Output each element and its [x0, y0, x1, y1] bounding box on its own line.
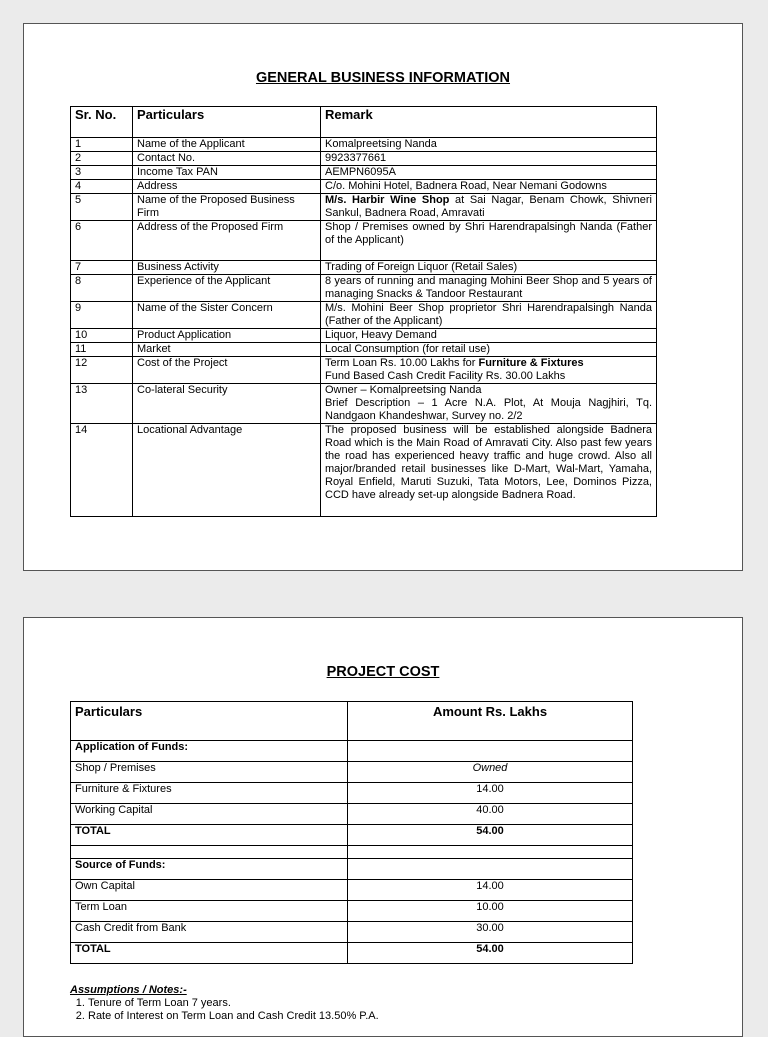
sr-no-cell: 11: [71, 343, 133, 357]
business-info-table: [70, 106, 657, 517]
table-row: [71, 180, 657, 194]
remark-text: Local Consumption (for retail use): [325, 343, 491, 355]
header-particulars: Particulars: [71, 702, 348, 741]
sr-no-cell: 12: [71, 357, 133, 384]
amount-cell: 54.00: [348, 825, 633, 846]
particular-cell: Term Loan: [71, 901, 348, 922]
remark-cell: [321, 329, 657, 343]
table-row: [71, 783, 633, 804]
page-project-cost: [23, 617, 743, 1037]
remark-text: Shop / Premises owned by Shri Harendrapalsingh Nanda (Father of the Applicant): [325, 221, 652, 246]
table-row: [71, 261, 657, 275]
table-row: [71, 424, 657, 517]
particulars-cell: Cost of the Project: [133, 357, 321, 384]
remark-text: Liquor, Heavy Demand: [325, 329, 437, 341]
amount-cell: Owned: [348, 762, 633, 783]
sr-no-cell: 7: [71, 261, 133, 275]
table-row: [71, 859, 633, 880]
remark-text: at Sai Nagar, Benam Chowk, Shivneri Sankul, Badnera Road, Amravati: [325, 194, 652, 219]
sr-no-cell: 9: [71, 302, 133, 329]
amount-cell: [348, 741, 633, 762]
remark-text: 8 years of running and managing Mohini Beer Shop and 5 years of managing Snacks & Tandoor Restaurant: [325, 275, 652, 300]
particular-cell: Application of Funds:: [71, 741, 348, 762]
particular-cell: TOTAL: [71, 943, 348, 964]
amount-cell: 14.00: [348, 880, 633, 901]
table-row: [71, 221, 657, 261]
amount-cell: 30.00: [348, 922, 633, 943]
remark-text: AEMPN6095A: [325, 166, 396, 178]
remark-text: Fund Based Cash Credit Facility Rs. 30.00 Lakhs: [325, 370, 566, 382]
particulars-cell: Product Application: [133, 329, 321, 343]
table-row: [71, 804, 633, 825]
amount-cell: [348, 846, 633, 859]
table-row: [71, 138, 657, 152]
table-header-row: [71, 107, 657, 138]
sr-no-cell: 14: [71, 424, 133, 517]
particular-cell: Source of Funds:: [71, 859, 348, 880]
table-row: [71, 762, 633, 783]
sr-no-cell: 4: [71, 180, 133, 194]
table-row: [71, 343, 657, 357]
particulars-cell: Address of the Proposed Firm: [133, 221, 321, 261]
particulars-cell: Business Activity: [133, 261, 321, 275]
amount-cell: 10.00: [348, 901, 633, 922]
table-row: [71, 194, 657, 221]
project-cost-table: [70, 701, 633, 964]
remark-cell: [321, 221, 657, 261]
remark-cell: [321, 194, 657, 221]
particular-cell: Furniture & Fixtures: [71, 783, 348, 804]
table-row: [71, 302, 657, 329]
particular-cell: Working Capital: [71, 804, 348, 825]
remark-text: The proposed business will be established alongside Badnera Road which is the Main Road of Amravati City. Also past few years the road has experienced heavy traffic and huge crowd. Also all major/branded retail businesses like D-Mart, Wal-Mart, Yamaha, Royal Enfield, Maruti Suzuki, Tata Motors, Lee, Dominos Pizza, CCD have already set-up alongside Badnera Road.: [325, 424, 652, 501]
remark-text: Owner – Komalpreetsing Nanda Brief Description – 1 Acre N.A. Plot, At Mouja Nagjhiri, Tq. Nandgaon Khandeshwar, Survey no. 2/2: [325, 384, 652, 422]
remark-cell: [321, 261, 657, 275]
note-item: 1. Tenure of Term Loan 7 years.: [88, 997, 379, 1010]
assumptions-notes: [70, 984, 379, 1023]
table-row: [71, 152, 657, 166]
sr-no-cell: 1: [71, 138, 133, 152]
remark-cell: [321, 152, 657, 166]
table-row: [71, 943, 633, 964]
sr-no-cell: 6: [71, 221, 133, 261]
page-general-business-information: [23, 23, 743, 571]
page-title: PROJECT COST: [326, 664, 440, 680]
table-row: [71, 922, 633, 943]
header-amount: Amount Rs. Lakhs: [348, 702, 633, 741]
sr-no-cell: 3: [71, 166, 133, 180]
amount-cell: 14.00: [348, 783, 633, 804]
remark-text: M/s. Mohini Beer Shop proprietor Shri Harendrapalsingh Nanda (Father of the Applicant): [325, 302, 652, 327]
amount-cell: 54.00: [348, 943, 633, 964]
remark-text: C/o. Mohini Hotel, Badnera Road, Near Nemani Godowns: [325, 180, 607, 192]
particulars-cell: Income Tax PAN: [133, 166, 321, 180]
remark-cell: [321, 302, 657, 329]
table-row: [71, 357, 657, 384]
particulars-cell: Co-lateral Security: [133, 384, 321, 424]
particular-cell: Own Capital: [71, 880, 348, 901]
particular-cell: TOTAL: [71, 825, 348, 846]
remark-bold-text: M/s. Harbir Wine Shop: [325, 194, 450, 206]
particulars-cell: Locational Advantage: [133, 424, 321, 517]
remark-text: Term Loan Rs. 10.00 Lakhs for: [325, 357, 479, 369]
sr-no-cell: 13: [71, 384, 133, 424]
remark-text: Trading of Foreign Liquor (Retail Sales): [325, 261, 518, 273]
particular-cell: Cash Credit from Bank: [71, 922, 348, 943]
notes-list: [70, 997, 379, 1023]
remark-cell: [321, 275, 657, 302]
table-header-row: [71, 702, 633, 741]
remark-cell: [321, 166, 657, 180]
table-row: [71, 329, 657, 343]
sr-no-cell: 5: [71, 194, 133, 221]
particular-cell: [71, 846, 348, 859]
remark-text: Komalpreetsing Nanda: [325, 138, 437, 150]
amount-cell: 40.00: [348, 804, 633, 825]
sr-no-cell: 2: [71, 152, 133, 166]
table-row: [71, 741, 633, 762]
remark-text: 9923377661: [325, 152, 387, 164]
particulars-cell: Contact No.: [133, 152, 321, 166]
table-row: [71, 166, 657, 180]
header-remark: Remark: [321, 107, 657, 138]
sr-no-cell: 8: [71, 275, 133, 302]
header-sr-no: Sr. No.: [71, 107, 133, 138]
page-title: GENERAL BUSINESS INFORMATION: [255, 70, 511, 86]
particulars-cell: Name of the Sister Concern: [133, 302, 321, 329]
particulars-cell: Market: [133, 343, 321, 357]
remark-cell: [321, 138, 657, 152]
remark-cell: [321, 424, 657, 517]
particulars-cell: Name of the Proposed Business Firm: [133, 194, 321, 221]
remark-bold-text: Furniture & Fixtures: [478, 357, 584, 369]
table-row: [71, 901, 633, 922]
header-particulars: Particulars: [133, 107, 321, 138]
particular-cell: Shop / Premises: [71, 762, 348, 783]
remark-cell: [321, 357, 657, 384]
particulars-cell: Name of the Applicant: [133, 138, 321, 152]
table-row: [71, 846, 633, 859]
table-row: [71, 275, 657, 302]
note-item: 2. Rate of Interest on Term Loan and Cash Credit 13.50% P.A.: [88, 1010, 379, 1023]
table-row: [71, 880, 633, 901]
table-row: [71, 384, 657, 424]
notes-heading: Assumptions / Notes:-: [70, 984, 187, 996]
particulars-cell: Experience of the Applicant: [133, 275, 321, 302]
particulars-cell: Address: [133, 180, 321, 194]
remark-cell: [321, 180, 657, 194]
amount-cell: [348, 859, 633, 880]
table-row: [71, 825, 633, 846]
remark-cell: [321, 384, 657, 424]
remark-cell: [321, 343, 657, 357]
sr-no-cell: 10: [71, 329, 133, 343]
